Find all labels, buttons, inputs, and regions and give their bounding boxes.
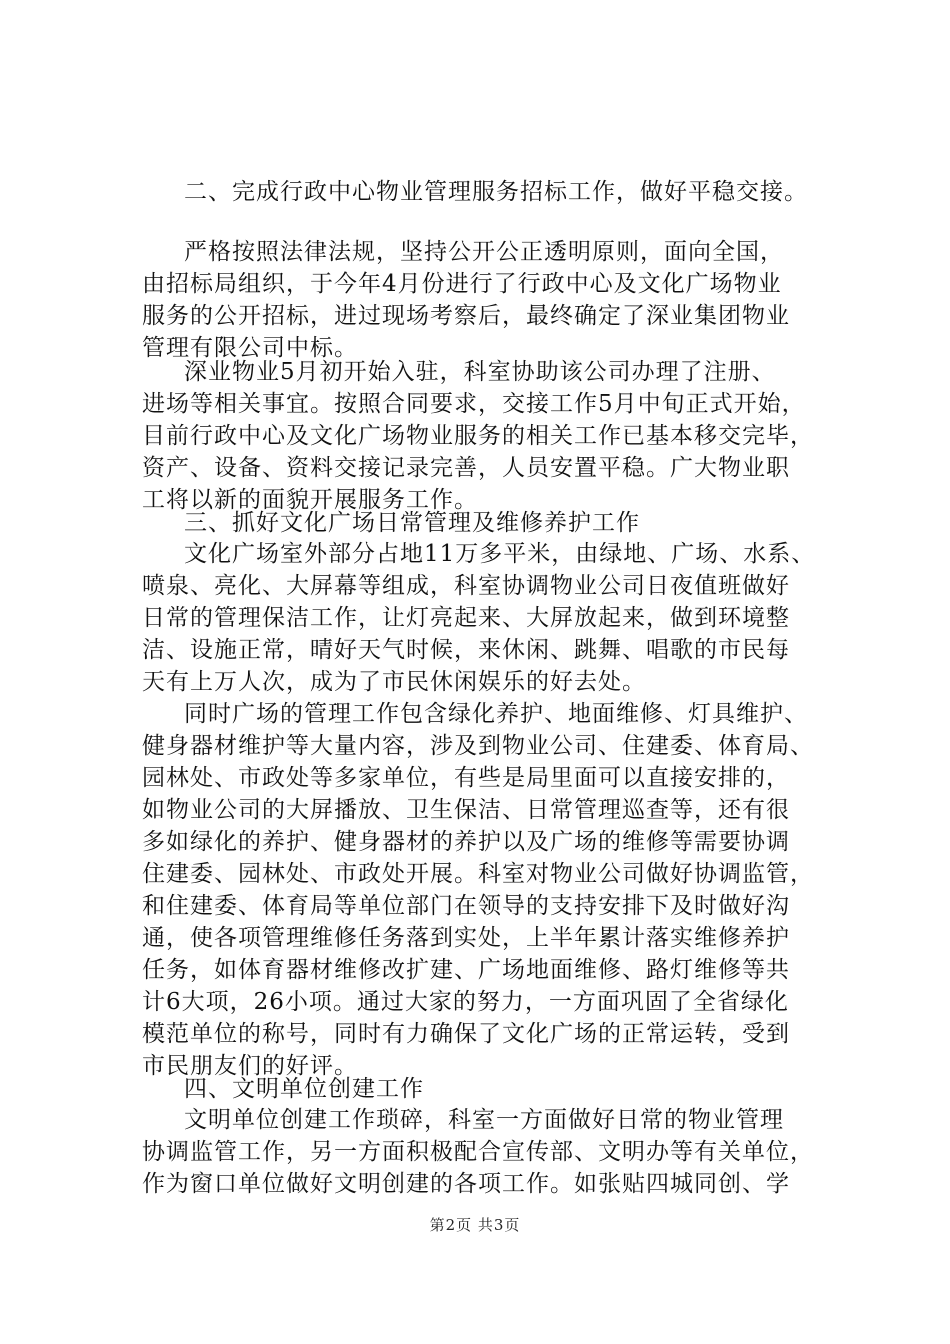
paragraph-line: 由招标局组织，于今年4月份进行了行政中心及文化广场物业 xyxy=(142,271,782,297)
paragraph-line: 协调监管工作，另一方面积极配合宣传部、文明办等有关单位， xyxy=(142,1139,814,1165)
paragraph-line: 喷泉、亮化、大屏幕等组成，科室协调物业公司日夜值班做好 xyxy=(142,573,790,599)
paragraph-line: 洁、设施正常，晴好天气时候，来休闲、跳舞、唱歌的市民每 xyxy=(142,637,790,663)
paragraph-line: 日常的管理保洁工作，让灯亮起来、大屏放起来，做到环境整 xyxy=(142,605,790,631)
paragraph-line: 管理有限公司中标。 xyxy=(142,335,358,361)
paragraph-line: 深业物业5月初开始入驻，科室协助该公司办理了注册、 xyxy=(184,359,776,385)
paragraph-line: 市民朋友们的好评。 xyxy=(142,1053,358,1079)
section-heading-2: 二、完成行政中心物业管理服务招标工作，做好平稳交接。 xyxy=(184,179,808,205)
paragraph-line: 目前行政中心及文化广场物业服务的相关工作已基本移交完毕， xyxy=(142,423,814,449)
paragraph-line: 文明单位创建工作琐碎，科室一方面做好日常的物业管理 xyxy=(184,1107,784,1133)
paragraph-line: 工将以新的面貌开展服务工作。 xyxy=(142,487,478,513)
paragraph-line: 作为窗口单位做好文明创建的各项工作。如张贴四城同创、学 xyxy=(142,1171,790,1197)
paragraph-line: 多如绿化的养护、健身器材的养护以及广场的维修等需要协调 xyxy=(142,829,790,855)
paragraph-line: 园林处、市政处等多家单位，有些是局里面可以直接安排的， xyxy=(142,765,790,791)
paragraph-line: 资产、设备、资料交接记录完善，人员安置平稳。广大物业职 xyxy=(142,455,790,481)
paragraph-line: 住建委、园林处、市政处开展。科室对物业公司做好协调监管， xyxy=(142,861,814,887)
paragraph-line: 进场等相关事宜。按照合同要求，交接工作5月中旬正式开始， xyxy=(142,391,806,417)
section-heading-3: 三、抓好文化广场日常管理及维修养护工作 xyxy=(184,510,640,536)
paragraph-line: 如物业公司的大屏播放、卫生保洁、日常管理巡查等，还有很 xyxy=(142,797,790,823)
paragraph-line: 通，使各项管理维修任务落到实处，上半年累计落实维修养护 xyxy=(142,925,790,951)
page-footer: 第2页 共3页 xyxy=(429,1216,521,1234)
paragraph-line: 天有上万人次，成为了市民休闲娱乐的好去处。 xyxy=(142,669,646,695)
section-heading-4: 四、文明单位创建工作 xyxy=(184,1076,424,1102)
paragraph-line: 计6大项，26小项。通过大家的努力，一方面巩固了全省绿化 xyxy=(142,989,789,1015)
paragraph-line: 健身器材维护等大量内容，涉及到物业公司、住建委、体育局、 xyxy=(142,733,814,759)
paragraph-line: 和住建委、体育局等单位部门在领导的支持安排下及时做好沟 xyxy=(142,893,790,919)
paragraph-line: 严格按照法律法规，坚持公开公正透明原则，面向全国， xyxy=(184,239,784,265)
paragraph-line: 服务的公开招标，进过现场考察后，最终确定了深业集团物业 xyxy=(142,303,790,329)
paragraph-line: 同时广场的管理工作包含绿化养护、地面维修、灯具维护、 xyxy=(184,701,808,727)
paragraph-line: 文化广场室外部分占地11万多平米，由绿地、广场、水系、 xyxy=(184,541,816,567)
paragraph-line: 任务，如体育器材维修改扩建、广场地面维修、路灯维修等共 xyxy=(142,957,790,983)
paragraph-line: 模范单位的称号，同时有力确保了文化广场的正常运转，受到 xyxy=(142,1021,790,1047)
